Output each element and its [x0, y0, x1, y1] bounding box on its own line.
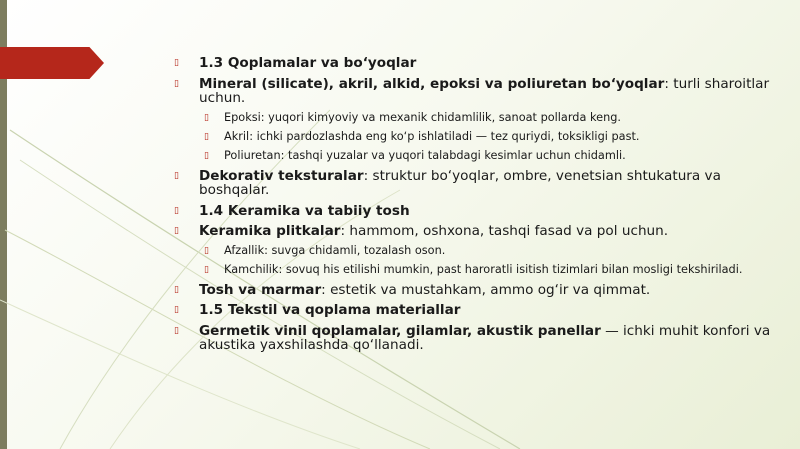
- bullet-icon: ▯: [174, 58, 179, 68]
- bullet-icon: ▯: [174, 325, 179, 336]
- bullet-bold-text: 1.5 Tekstil va qoplama materiallar: [199, 302, 461, 318]
- bullet-item: [174, 56, 774, 71]
- bullet-text: : estetik va mustahkam, ammo og‘ir va qimmat.: [321, 281, 651, 298]
- bullet-item: [174, 324, 774, 353]
- bullet-bold-text: Dekorativ teksturalar: [199, 167, 364, 184]
- bullet-icon: ▯: [204, 245, 209, 256]
- bullet-item: [174, 303, 774, 318]
- bullet-bold-text: Keramika plitkalar: [199, 223, 341, 239]
- bullet-bold-text: Germetik vinil qoplamalar, gilamlar, akustik panellar: [199, 322, 601, 339]
- bullet-item: [174, 112, 774, 124]
- bullet-icon: ▯: [204, 264, 209, 275]
- bullet-icon: ▯: [204, 150, 209, 161]
- bullet-icon: ▯: [174, 284, 179, 295]
- bullet-bold-text: 1.4 Keramika va tabiiy tosh: [199, 202, 410, 219]
- bullet-text: Epoksi: yuqori kimyoviy va mexanik chidamlilik, sanoat pollarda keng.: [224, 110, 621, 124]
- bullet-item: [174, 224, 774, 239]
- bullet-item: [174, 264, 774, 276]
- bullet-text: : turli sharoitlar uchun.: [199, 75, 770, 106]
- bullet-item: [174, 131, 774, 143]
- bullet-icon: ▯: [204, 112, 209, 123]
- bullet-icon: ▯: [174, 170, 179, 181]
- bullet-text: Kamchilik: sovuq his etilishi mumkin, past haroratli isitish tizimlari bilan mosligi tekshiriladi.: [224, 262, 743, 276]
- bullet-bold-text: Tosh va marmar: [199, 281, 322, 298]
- bullet-bold-text: 1.3 Qoplamalar va bo‘yoqlar: [199, 55, 417, 71]
- bullet-item: [174, 283, 774, 298]
- bullet-item: [174, 245, 774, 257]
- bullet-text: : hammom, oshxona, tashqi fasad va pol uchun.: [340, 223, 669, 239]
- bullet-text: — ichki muhit konfori va akustika yaxshilashda qo‘llanadi.: [199, 322, 771, 353]
- bullet-icon: ▯: [174, 78, 179, 89]
- bullet-icon: ▯: [174, 226, 179, 236]
- bullet-text: Afzallik: suvga chidamli, tozalash oson.: [224, 243, 446, 257]
- bullet-item: [174, 77, 774, 106]
- bullet-item: [174, 169, 774, 198]
- bullet-icon: ▯: [174, 205, 179, 216]
- bullet-icon: ▯: [174, 305, 179, 315]
- red-tab-marker: [0, 47, 104, 79]
- bullet-item: [174, 204, 774, 219]
- bullet-icon: ▯: [204, 131, 209, 142]
- bullet-text: : struktur bo‘yoqlar, ombre, venetsian shtukatura va boshqalar.: [199, 167, 721, 198]
- bullet-text: Poliuretan: tashqi yuzalar va yuqori talabdagi kesimlar uchun chidamli.: [224, 148, 626, 162]
- bullet-text: Akril: ichki pardozlashda eng ko‘p ishlatiladi — tez quriydi, toksikligi past.: [224, 129, 640, 143]
- bullet-item: [174, 150, 774, 162]
- bullet-bold-text: Mineral (silicate), akril, alkid, epoksi va poliuretan bo‘yoqlar: [199, 75, 665, 92]
- slide-content: [174, 56, 774, 359]
